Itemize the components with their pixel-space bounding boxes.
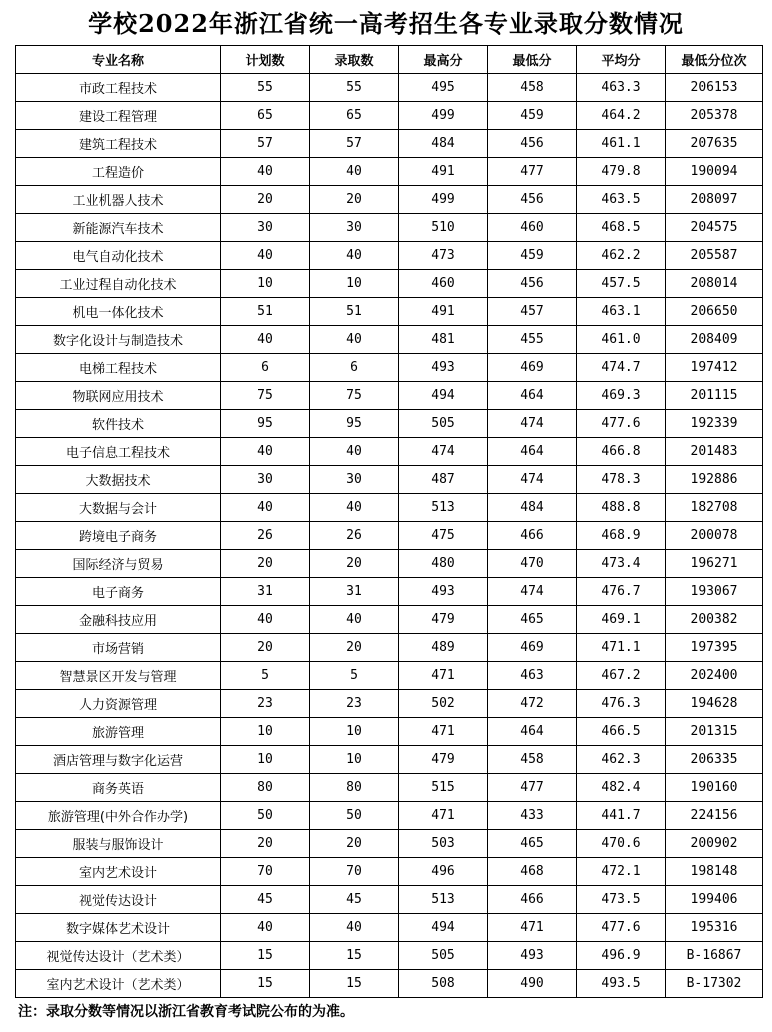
cell-min-rank: 204575 <box>666 214 763 242</box>
cell-min-score: 474 <box>488 410 577 438</box>
cell-planned: 15 <box>221 970 310 998</box>
cell-planned: 10 <box>221 270 310 298</box>
cell-planned: 26 <box>221 522 310 550</box>
table-row <box>16 774 763 802</box>
cell-avg-score: 463.1 <box>577 298 666 326</box>
cell-planned: 40 <box>221 326 310 354</box>
cell-max-score: 505 <box>399 942 488 970</box>
cell-planned: 65 <box>221 102 310 130</box>
cell-max-score: 495 <box>399 74 488 102</box>
cell-avg-score: 479.8 <box>577 158 666 186</box>
cell-min-score: 466 <box>488 886 577 914</box>
cell-min-rank: 208409 <box>666 326 763 354</box>
cell-admitted: 40 <box>310 242 399 270</box>
cell-planned: 45 <box>221 886 310 914</box>
cell-admitted: 10 <box>310 718 399 746</box>
cell-planned: 51 <box>221 298 310 326</box>
cell-major: 建设工程管理 <box>16 102 221 130</box>
cell-admitted: 55 <box>310 74 399 102</box>
cell-avg-score: 462.3 <box>577 746 666 774</box>
cell-min-rank: 199406 <box>666 886 763 914</box>
cell-admitted: 95 <box>310 410 399 438</box>
cell-min-rank: B-16867 <box>666 942 763 970</box>
cell-max-score: 493 <box>399 354 488 382</box>
cell-avg-score: 472.1 <box>577 858 666 886</box>
cell-min-rank: 192886 <box>666 466 763 494</box>
cell-major: 跨境电子商务 <box>16 522 221 550</box>
cell-avg-score: 461.0 <box>577 326 666 354</box>
cell-max-score: 505 <box>399 410 488 438</box>
cell-avg-score: 463.3 <box>577 74 666 102</box>
cell-avg-score: 468.9 <box>577 522 666 550</box>
cell-avg-score: 463.5 <box>577 186 666 214</box>
cell-min-rank: 206650 <box>666 298 763 326</box>
cell-admitted: 30 <box>310 466 399 494</box>
cell-major: 商务英语 <box>16 774 221 802</box>
cell-max-score: 493 <box>399 578 488 606</box>
cell-admitted: 75 <box>310 382 399 410</box>
cell-major: 软件技术 <box>16 410 221 438</box>
table-row <box>16 298 763 326</box>
table-row <box>16 830 763 858</box>
cell-planned: 40 <box>221 438 310 466</box>
cell-major: 新能源汽车技术 <box>16 214 221 242</box>
cell-max-score: 489 <box>399 634 488 662</box>
cell-min-rank: 201115 <box>666 382 763 410</box>
cell-min-rank: 206335 <box>666 746 763 774</box>
cell-planned: 20 <box>221 550 310 578</box>
cell-major: 工业机器人技术 <box>16 186 221 214</box>
cell-avg-score: 470.6 <box>577 830 666 858</box>
cell-admitted: 20 <box>310 186 399 214</box>
table-row <box>16 690 763 718</box>
cell-major: 旅游管理(中外合作办学) <box>16 802 221 830</box>
cell-planned: 30 <box>221 214 310 242</box>
cell-major: 工程造价 <box>16 158 221 186</box>
cell-major: 大数据与会计 <box>16 494 221 522</box>
cell-min-rank: 200078 <box>666 522 763 550</box>
table-row <box>16 718 763 746</box>
cell-admitted: 80 <box>310 774 399 802</box>
cell-admitted: 10 <box>310 746 399 774</box>
cell-min-rank: 192339 <box>666 410 763 438</box>
table-row <box>16 130 763 158</box>
table-row <box>16 746 763 774</box>
cell-avg-score: 471.1 <box>577 634 666 662</box>
cell-avg-score: 466.5 <box>577 718 666 746</box>
table-row <box>16 466 763 494</box>
cell-max-score: 491 <box>399 298 488 326</box>
cell-max-score: 494 <box>399 914 488 942</box>
cell-avg-score: 496.9 <box>577 942 666 970</box>
cell-min-score: 464 <box>488 438 577 466</box>
cell-admitted: 15 <box>310 942 399 970</box>
cell-avg-score: 457.5 <box>577 270 666 298</box>
cell-planned: 20 <box>221 830 310 858</box>
table-row <box>16 970 763 998</box>
cell-avg-score: 473.5 <box>577 886 666 914</box>
cell-max-score: 491 <box>399 158 488 186</box>
page-title: 学校2022年浙江省统一高考招生各专业录取分数情况 <box>88 9 684 38</box>
cell-major: 大数据技术 <box>16 466 221 494</box>
table-row <box>16 354 763 382</box>
header-admitted: 录取数 <box>310 46 399 74</box>
cell-avg-score: 461.1 <box>577 130 666 158</box>
cell-avg-score: 466.8 <box>577 438 666 466</box>
cell-planned: 30 <box>221 466 310 494</box>
table-row <box>16 606 763 634</box>
cell-max-score: 515 <box>399 774 488 802</box>
cell-planned: 40 <box>221 494 310 522</box>
cell-planned: 55 <box>221 74 310 102</box>
cell-major: 电梯工程技术 <box>16 354 221 382</box>
table-row <box>16 410 763 438</box>
cell-max-score: 513 <box>399 886 488 914</box>
cell-planned: 31 <box>221 578 310 606</box>
table-row <box>16 578 763 606</box>
cell-max-score: 479 <box>399 746 488 774</box>
cell-admitted: 6 <box>310 354 399 382</box>
cell-min-rank: 195316 <box>666 914 763 942</box>
cell-admitted: 40 <box>310 438 399 466</box>
cell-min-rank: 201315 <box>666 718 763 746</box>
cell-min-rank: 196271 <box>666 550 763 578</box>
cell-max-score: 460 <box>399 270 488 298</box>
cell-min-rank: 208014 <box>666 270 763 298</box>
cell-major: 室内艺术设计 <box>16 858 221 886</box>
cell-max-score: 479 <box>399 606 488 634</box>
cell-min-score: 471 <box>488 914 577 942</box>
cell-planned: 57 <box>221 130 310 158</box>
cell-min-score: 455 <box>488 326 577 354</box>
cell-avg-score: 476.7 <box>577 578 666 606</box>
cell-planned: 15 <box>221 942 310 970</box>
cell-planned: 20 <box>221 186 310 214</box>
cell-avg-score: 441.7 <box>577 802 666 830</box>
cell-major: 物联网应用技术 <box>16 382 221 410</box>
cell-major: 服装与服饰设计 <box>16 830 221 858</box>
cell-min-score: 474 <box>488 578 577 606</box>
table-row <box>16 382 763 410</box>
cell-major: 智慧景区开发与管理 <box>16 662 221 690</box>
cell-min-score: 484 <box>488 494 577 522</box>
table-row <box>16 662 763 690</box>
cell-major: 视觉传达设计 <box>16 886 221 914</box>
table-row <box>16 158 763 186</box>
cell-avg-score: 493.5 <box>577 970 666 998</box>
cell-min-rank: B-17302 <box>666 970 763 998</box>
admission-scores-table <box>15 45 763 998</box>
cell-max-score: 508 <box>399 970 488 998</box>
cell-min-score: 474 <box>488 466 577 494</box>
cell-major: 市场营销 <box>16 634 221 662</box>
table-row <box>16 886 763 914</box>
cell-planned: 95 <box>221 410 310 438</box>
cell-major: 电气自动化技术 <box>16 242 221 270</box>
cell-min-score: 469 <box>488 634 577 662</box>
table-row <box>16 550 763 578</box>
cell-major: 数字媒体艺术设计 <box>16 914 221 942</box>
footnote: 注：录取分数等情况以浙江省教育考试院公布的为准。 <box>18 1004 354 1020</box>
cell-planned: 5 <box>221 662 310 690</box>
cell-avg-score: 473.4 <box>577 550 666 578</box>
cell-min-score: 469 <box>488 354 577 382</box>
cell-min-score: 459 <box>488 242 577 270</box>
cell-max-score: 502 <box>399 690 488 718</box>
cell-min-rank: 182708 <box>666 494 763 522</box>
cell-admitted: 5 <box>310 662 399 690</box>
cell-admitted: 15 <box>310 970 399 998</box>
cell-avg-score: 469.3 <box>577 382 666 410</box>
cell-planned: 10 <box>221 746 310 774</box>
header-min-rank: 最低分位次 <box>666 46 763 74</box>
cell-admitted: 40 <box>310 326 399 354</box>
cell-max-score: 480 <box>399 550 488 578</box>
cell-major: 旅游管理 <box>16 718 221 746</box>
cell-major: 国际经济与贸易 <box>16 550 221 578</box>
cell-admitted: 57 <box>310 130 399 158</box>
cell-max-score: 471 <box>399 718 488 746</box>
cell-min-score: 465 <box>488 830 577 858</box>
cell-max-score: 471 <box>399 662 488 690</box>
table-row <box>16 270 763 298</box>
cell-major: 市政工程技术 <box>16 74 221 102</box>
cell-admitted: 40 <box>310 158 399 186</box>
cell-min-score: 464 <box>488 382 577 410</box>
cell-min-score: 458 <box>488 746 577 774</box>
cell-admitted: 20 <box>310 634 399 662</box>
cell-admitted: 70 <box>310 858 399 886</box>
cell-min-score: 477 <box>488 774 577 802</box>
cell-min-rank: 193067 <box>666 578 763 606</box>
cell-major: 室内艺术设计（艺术类） <box>16 970 221 998</box>
cell-max-score: 503 <box>399 830 488 858</box>
cell-planned: 40 <box>221 158 310 186</box>
cell-avg-score: 488.8 <box>577 494 666 522</box>
cell-min-score: 456 <box>488 186 577 214</box>
cell-min-rank: 224156 <box>666 802 763 830</box>
cell-min-score: 459 <box>488 102 577 130</box>
cell-max-score: 496 <box>399 858 488 886</box>
cell-min-rank: 194628 <box>666 690 763 718</box>
table-header-row <box>16 46 763 74</box>
cell-major: 建筑工程技术 <box>16 130 221 158</box>
table-row <box>16 438 763 466</box>
cell-max-score: 471 <box>399 802 488 830</box>
cell-admitted: 20 <box>310 550 399 578</box>
cell-min-rank: 200902 <box>666 830 763 858</box>
cell-major: 工业过程自动化技术 <box>16 270 221 298</box>
cell-min-score: 477 <box>488 158 577 186</box>
cell-major: 酒店管理与数字化运营 <box>16 746 221 774</box>
cell-min-rank: 190094 <box>666 158 763 186</box>
cell-avg-score: 462.2 <box>577 242 666 270</box>
cell-major: 数字化设计与制造技术 <box>16 326 221 354</box>
cell-max-score: 510 <box>399 214 488 242</box>
cell-admitted: 40 <box>310 606 399 634</box>
table-row <box>16 494 763 522</box>
cell-admitted: 65 <box>310 102 399 130</box>
cell-max-score: 481 <box>399 326 488 354</box>
header-major: 专业名称 <box>16 46 221 74</box>
cell-min-score: 457 <box>488 298 577 326</box>
cell-max-score: 475 <box>399 522 488 550</box>
cell-min-rank: 206153 <box>666 74 763 102</box>
cell-min-rank: 205587 <box>666 242 763 270</box>
cell-planned: 50 <box>221 802 310 830</box>
table-row <box>16 242 763 270</box>
cell-admitted: 20 <box>310 830 399 858</box>
cell-admitted: 30 <box>310 214 399 242</box>
table-row <box>16 942 763 970</box>
table-row <box>16 102 763 130</box>
cell-min-score: 465 <box>488 606 577 634</box>
cell-avg-score: 474.7 <box>577 354 666 382</box>
cell-min-score: 464 <box>488 718 577 746</box>
cell-planned: 6 <box>221 354 310 382</box>
cell-min-rank: 197412 <box>666 354 763 382</box>
cell-min-rank: 190160 <box>666 774 763 802</box>
cell-admitted: 31 <box>310 578 399 606</box>
cell-max-score: 499 <box>399 186 488 214</box>
cell-major: 金融科技应用 <box>16 606 221 634</box>
cell-planned: 75 <box>221 382 310 410</box>
cell-avg-score: 478.3 <box>577 466 666 494</box>
cell-min-rank: 207635 <box>666 130 763 158</box>
cell-min-score: 490 <box>488 970 577 998</box>
table-row <box>16 186 763 214</box>
cell-max-score: 494 <box>399 382 488 410</box>
table-body <box>16 74 763 998</box>
cell-avg-score: 477.6 <box>577 410 666 438</box>
table-row <box>16 802 763 830</box>
cell-min-score: 460 <box>488 214 577 242</box>
cell-avg-score: 469.1 <box>577 606 666 634</box>
cell-admitted: 10 <box>310 270 399 298</box>
cell-planned: 20 <box>221 634 310 662</box>
cell-major: 视觉传达设计（艺术类） <box>16 942 221 970</box>
cell-min-rank: 200382 <box>666 606 763 634</box>
cell-max-score: 474 <box>399 438 488 466</box>
cell-min-score: 463 <box>488 662 577 690</box>
cell-avg-score: 476.3 <box>577 690 666 718</box>
cell-min-score: 472 <box>488 690 577 718</box>
table-row <box>16 326 763 354</box>
cell-min-score: 470 <box>488 550 577 578</box>
table-row <box>16 522 763 550</box>
table-row <box>16 914 763 942</box>
cell-min-score: 456 <box>488 130 577 158</box>
cell-min-rank: 202400 <box>666 662 763 690</box>
table-row <box>16 74 763 102</box>
cell-avg-score: 482.4 <box>577 774 666 802</box>
cell-avg-score: 467.2 <box>577 662 666 690</box>
cell-max-score: 513 <box>399 494 488 522</box>
cell-min-rank: 205378 <box>666 102 763 130</box>
cell-major: 电子商务 <box>16 578 221 606</box>
cell-planned: 23 <box>221 690 310 718</box>
cell-admitted: 40 <box>310 494 399 522</box>
cell-admitted: 23 <box>310 690 399 718</box>
cell-max-score: 473 <box>399 242 488 270</box>
cell-min-rank: 197395 <box>666 634 763 662</box>
cell-major: 人力资源管理 <box>16 690 221 718</box>
header-avg-score: 平均分 <box>577 46 666 74</box>
cell-max-score: 484 <box>399 130 488 158</box>
cell-min-rank: 198148 <box>666 858 763 886</box>
cell-avg-score: 468.5 <box>577 214 666 242</box>
cell-major: 机电一体化技术 <box>16 298 221 326</box>
cell-min-score: 456 <box>488 270 577 298</box>
cell-min-rank: 208097 <box>666 186 763 214</box>
table-row <box>16 634 763 662</box>
cell-min-score: 433 <box>488 802 577 830</box>
cell-max-score: 499 <box>399 102 488 130</box>
cell-admitted: 26 <box>310 522 399 550</box>
header-max-score: 最高分 <box>399 46 488 74</box>
table-row <box>16 214 763 242</box>
cell-max-score: 487 <box>399 466 488 494</box>
cell-avg-score: 464.2 <box>577 102 666 130</box>
cell-planned: 10 <box>221 718 310 746</box>
cell-min-score: 458 <box>488 74 577 102</box>
cell-min-score: 493 <box>488 942 577 970</box>
cell-admitted: 40 <box>310 914 399 942</box>
cell-min-score: 466 <box>488 522 577 550</box>
cell-avg-score: 477.6 <box>577 914 666 942</box>
cell-planned: 40 <box>221 242 310 270</box>
cell-admitted: 50 <box>310 802 399 830</box>
cell-planned: 80 <box>221 774 310 802</box>
cell-admitted: 45 <box>310 886 399 914</box>
cell-min-rank: 201483 <box>666 438 763 466</box>
cell-planned: 40 <box>221 606 310 634</box>
cell-min-score: 468 <box>488 858 577 886</box>
cell-planned: 70 <box>221 858 310 886</box>
cell-admitted: 51 <box>310 298 399 326</box>
cell-planned: 40 <box>221 914 310 942</box>
cell-major: 电子信息工程技术 <box>16 438 221 466</box>
header-planned: 计划数 <box>221 46 310 74</box>
header-min-score: 最低分 <box>488 46 577 74</box>
table-row <box>16 858 763 886</box>
